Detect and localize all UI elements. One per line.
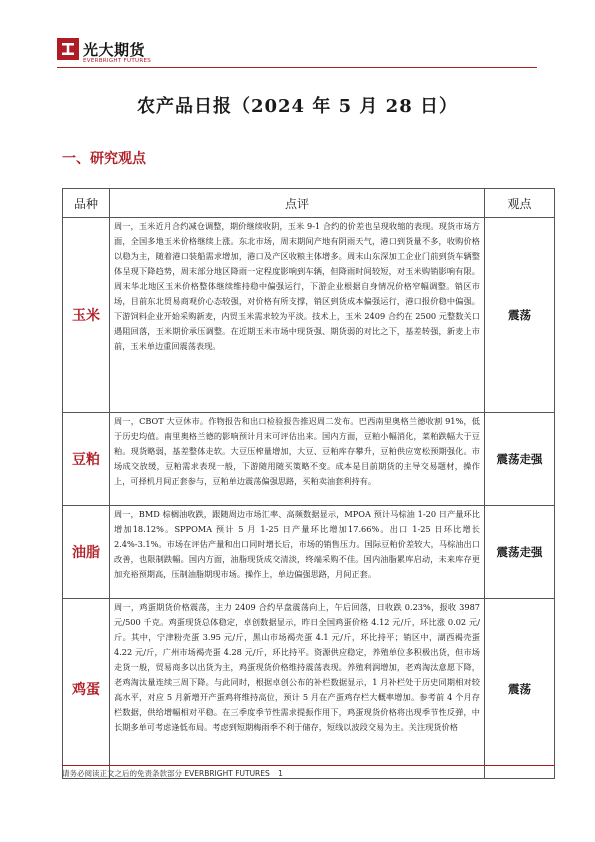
header [57,36,537,76]
table-row-oils [63,506,555,599]
view-eggs: 震荡 [485,599,555,779]
header-view: 观点 [485,189,555,218]
category-corn: 玉米 [63,218,110,413]
comment-corn: 周一，玉米近月合约减仓调整，期价继续收阴，玉米 9-1 合约的价差也呈现收缩的表现。现货市场方面，全国多地玉米价格继续上涨。东北市场，周末期间产地有阴雨天气，港口到货量不多，收购价格以稳为主，随着港口装船需求增加，港口及产区收粮主体增多。周末山东深加工企业门前到货车辆整体呈现下降趋势，周末部分地区降雨一定程度影响到车辆，但降雨时间较短，对玉米购销影响有限。周末华北地区玉米价格整体继续维持稳中偏强运行，下游企业根据自身情况价格窄幅调整。销区市场，目前东北贸易商观价心态较强，对价格有所支撑，销区到货成本偏强运行，港口报价稳中偏强。下游饲料企业开始采购新麦，内贸玉米需求较为平淡。技术上，玉米 2409 合约在 2500 元整数关口遇阻回落，玉米期价承压调整。在近期玉米市场中现货强、期货弱的对比之下，基差转强，新麦上市前，玉米单边重回震荡表现。 [110,218,485,413]
brand-name-en: EVERBRIGHT FUTURES [83,58,152,64]
category-soymeal: 豆粕 [63,413,110,506]
header-category: 品种 [63,189,110,218]
view-corn: 震荡 [485,218,555,413]
header-comment: 点评 [110,189,485,218]
research-views-table [62,188,555,779]
everbright-logo-icon [57,38,79,60]
table-row-eggs [63,599,555,779]
comment-oils: 周一，BMD 棕榈油收跌，跟随周边市场汇率、高频数据显示，MPOA 预计马棕油 1-20 日产量环比增加18.12%。SPPOMA 预计 5 月 1-25 日产量环比增加17.66%。出口 1-25 日环比增长 2.4%-3.1%。市场在评估产量和出口同时增长后，市场的销售压力。国际豆粕价差较大，马棕油出口改善，也限制跌幅。国内方面，油脂现货成交清淡，终端采购不佳。国内油脂累库启动，未来库存更加充裕预期高，压制油脂期现市场。操作上，单边偏强思路，月间正套。 [110,506,485,599]
category-oils: 油脂 [63,506,110,599]
comment-eggs: 周一，鸡蛋期货价格震荡，主力 2409 合约早盘震荡向上，午后回落，日收跌 0.23%，报收 3987 元/500 千克。鸡蛋现货总体稳定，卓创数据显示，昨日全国鸡蛋价格 4.12 元/斤，环比涨 0.02 元/斤。其中，宁津粉壳蛋 3.95 元/斤，黑山市场褐壳蛋 4.1 元/斤，环比持平；销区中，湖西褐壳蛋 4.22 元/斤，广州市场褐壳蛋 4.28 元/斤，环比持平。资源供应稳定，养殖单位多积极出货，但市场走货一般，贸易商多以出货为主，鸡蛋现货价格维持震荡表现。养殖利润增加，老鸡淘汰意愿下降，老鸡淘汰量连续三周下降。与此同时，根据卓创公布的补栏数据显示，1 月补栏处于历史同期相对较高水平，对应 5 月新增开产蛋鸡将维持高位，预计 5 月在产蛋鸡存栏大概率增加。参考前 4 个月存栏数据，供给增幅相对平稳。在三季度季节性需求提振作用下，鸡蛋现货价格将出现季节性反弹，中长期多单可考虑逢低布局。考虑到短期梅雨季不利于储存，短线以波段交易为主。关注现货价格 [110,599,485,779]
footer-disclaimer: 请务必阅读正文之后的免责条款部分 EVERBRIGHT FUTURES [62,769,270,778]
table-row-corn [63,218,555,413]
view-oils: 震荡走强 [485,506,555,599]
category-eggs: 鸡蛋 [63,599,110,779]
section-title: 一、研究观点 [62,151,146,167]
table-header-row [63,189,555,218]
page-number: 1 [278,769,283,778]
comment-soymeal: 周一，CBOT 大豆休市。作物报告和出口检验报告推迟周二发布。巴西南里奥格兰德收割 91%，低于历史均值。南里奥格兰德的影响预计月末可评估出来。国内方面，豆粕小幅消化，菜粕跌幅大于豆粕。现货略弱，基差整体走软。大豆压榨量增加，大豆、豆粕库存攀升，豆粕供应宽松预期强化。市场成交放缓，豆粕需求表现一般，下游随用随买策略不变。成本是目前期货的主导交易题材，操作上，可择机月间正套参与，豆粕单边震荡偏强思路，买粕卖油套利持有。 [110,413,485,506]
footer [62,768,283,779]
header-divider [57,67,537,68]
footer-divider [62,765,555,766]
page-title: 农产品日报（2024 年 5 月 28 日） [136,96,458,117]
table-row-soymeal [63,413,555,506]
view-soymeal: 震荡走强 [485,413,555,506]
brand-name-cn: 光大期货 [83,41,146,59]
